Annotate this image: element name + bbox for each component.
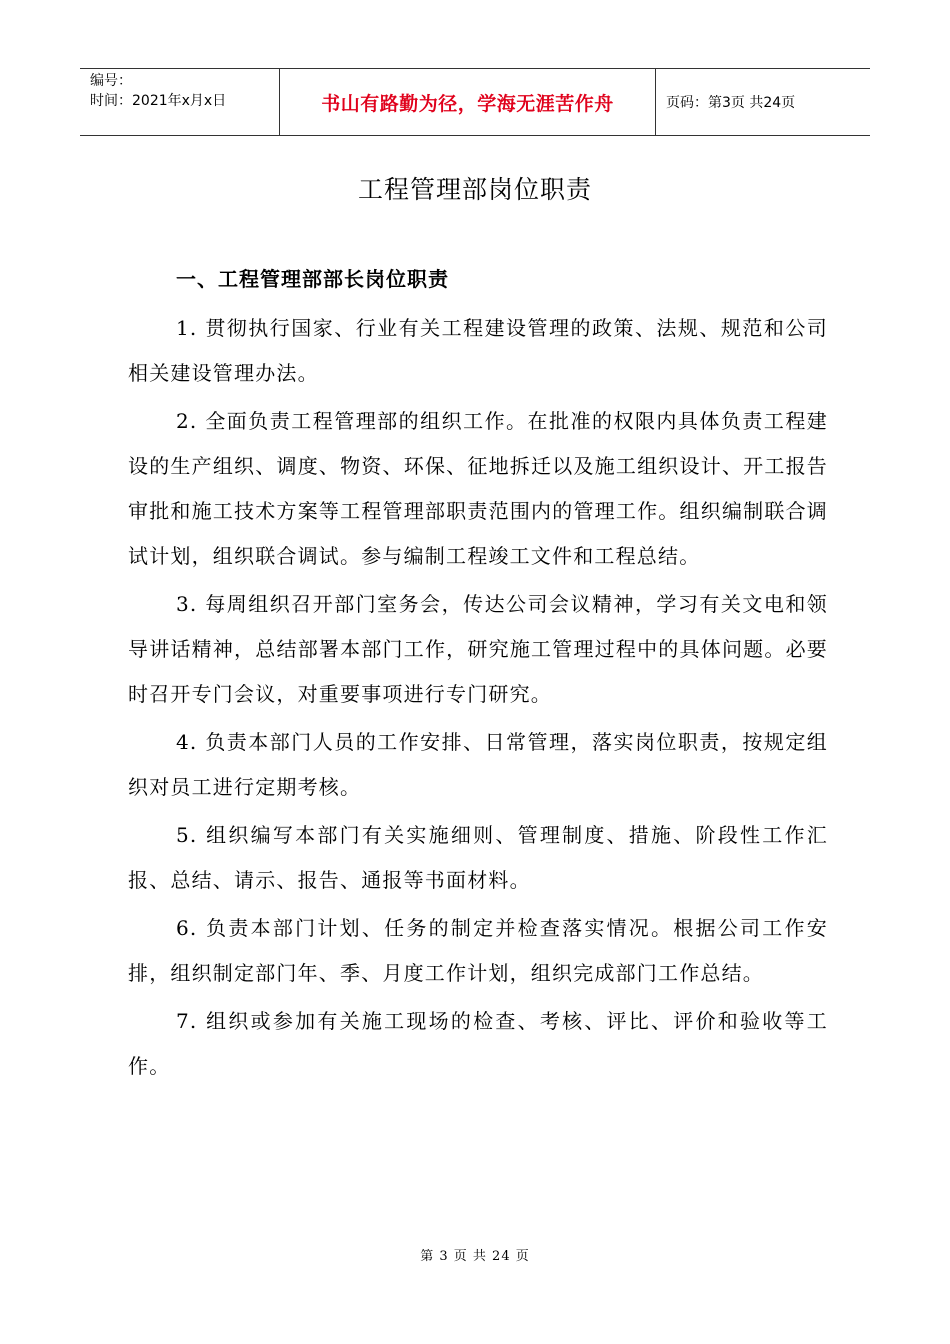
page-footer: 第 3 页 共 24 页 bbox=[420, 1249, 530, 1264]
duty-paragraph-2: 2. 全面负责工程管理部的组织工作。在批准的权限内具体负责工程建设的生产组织、调度、物资、环保、征地拆迁以及施工组织设计、开工报告审批和施工技术方案等工程管理部职责范围内的管理工作。组织编制联合调试计划，组织联合调试。参与编制工程竣工文件和工程总结。 bbox=[128, 409, 828, 568]
duty-paragraph-4: 4. 负责本部门人员的工作安排、日常管理，落实岗位职责，按规定组织对员工进行定期考核。 bbox=[128, 730, 828, 799]
document-time-label: 时间：2021年x月x日 bbox=[90, 93, 227, 109]
page-header bbox=[80, 68, 870, 136]
duty-paragraph-1: 1. 贯彻执行国家、行业有关工程建设管理的政策、法规、规范和公司相关建设管理办法。 bbox=[128, 316, 828, 385]
duty-paragraph-7: 7. 组织或参加有关施工现场的检查、考核、评比、评价和验收等工作。 bbox=[128, 1009, 828, 1078]
header-page-info: 页码：第3页 共24页 bbox=[666, 95, 796, 111]
duty-paragraph-3: 3. 每周组织召开部门室务会，传达公司会议精神，学习有关文电和领导讲话精神，总结部署本部门工作，研究施工管理过程中的具体问题。必要时召开专门会议，对重要事项进行专门研究。 bbox=[128, 592, 828, 706]
header-motto-cell bbox=[280, 69, 656, 135]
duty-paragraph-6: 6. 负责本部门计划、任务的制定并检查落实情况。根据公司工作安排，组织制定部门年、季、月度工作计划，组织完成部门工作总结。 bbox=[128, 916, 828, 985]
header-motto: 书山有路勤为径，学海无涯苦作舟 bbox=[321, 92, 614, 115]
document-body bbox=[128, 260, 828, 1092]
document-number-label: 编号： bbox=[90, 73, 132, 89]
header-page-cell bbox=[656, 69, 870, 135]
document-title: 工程管理部岗位职责 bbox=[357, 175, 592, 204]
section-heading: 一、工程管理部部长岗位职责 bbox=[176, 267, 449, 291]
duty-paragraph-5: 5. 组织编写本部门有关实施细则、管理制度、措施、阶段性工作汇报、总结、请示、报告、通报等书面材料。 bbox=[128, 823, 828, 892]
header-meta bbox=[80, 69, 280, 135]
